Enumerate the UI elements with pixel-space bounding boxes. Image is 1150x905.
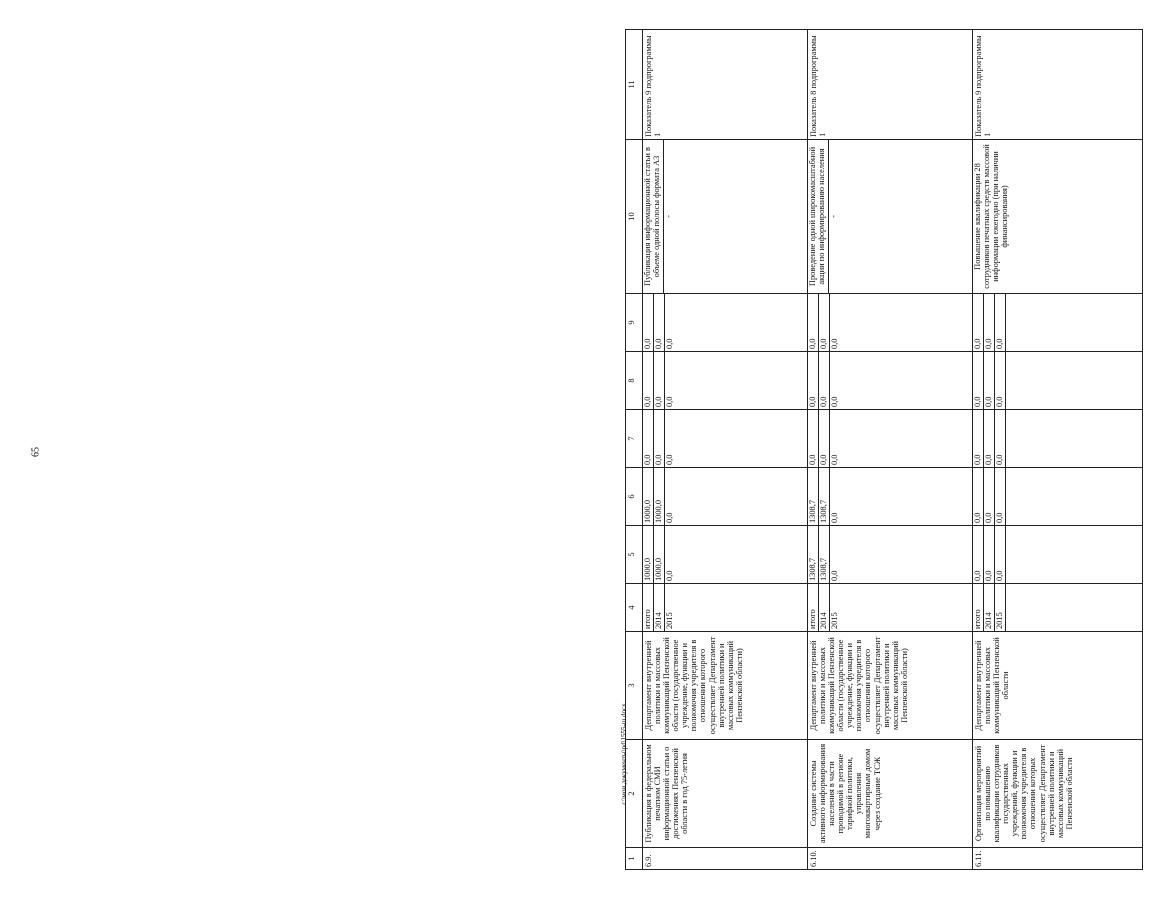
- value-cell: [808, 468, 973, 526]
- col-header: 8: [626, 352, 643, 410]
- value: 0,0: [973, 468, 984, 525]
- indicator: Показатель 9 подпрограммы 1: [973, 30, 1143, 140]
- col-header: 5: [626, 526, 643, 584]
- executor: Департамент внутренней политики и массовых коммуникаций Пензенской области (государственное учреждение, функции и полномочия учредителя в отношении которого осуществляет Департамент внутренней политики и массовых коммуникаций Пензенской области): [643, 632, 808, 740]
- value-cell: [643, 526, 808, 584]
- period-cell: [973, 584, 1143, 632]
- row-number: 6.10.: [808, 848, 973, 870]
- executor: Департамент внутренней политики и массовых коммуникаций Пензенской области (государственное учреждение, функции и полномочия учредителя в отношении которого осуществляет Департамент внутренней политики и массовых коммуникаций Пензенской области): [808, 632, 973, 740]
- value-cell: [643, 410, 808, 468]
- value: 0,0: [643, 294, 654, 351]
- value-cell: [808, 526, 973, 584]
- value: 0,0: [643, 410, 654, 467]
- value: 0,0: [830, 454, 839, 465]
- col-header: 2: [626, 740, 643, 848]
- period: 2014: [984, 584, 995, 631]
- value-cell: [973, 526, 1143, 584]
- value: 0,0: [973, 294, 984, 351]
- value: 0,0: [665, 454, 674, 465]
- col-header: 10: [626, 140, 643, 294]
- period-cell: [643, 584, 808, 632]
- value: 0,0: [819, 410, 830, 467]
- header-row: [626, 30, 643, 870]
- value: 1000,0: [654, 526, 665, 583]
- value: 0,0: [654, 352, 665, 409]
- col-header: 4: [626, 584, 643, 632]
- value: 0,0: [995, 352, 1006, 409]
- period: 2015: [995, 584, 1006, 631]
- result-cell: [643, 140, 808, 294]
- value-cell: [808, 410, 973, 468]
- indicator: Показатель 9 подпрограммы 1: [643, 30, 808, 140]
- period: итого: [973, 584, 984, 631]
- value: 0,0: [973, 526, 984, 583]
- program-table: [625, 29, 1143, 870]
- table-row: [973, 30, 1143, 870]
- row-number: 6.11.: [973, 848, 1143, 870]
- value-cell: [973, 352, 1143, 410]
- value: 0,0: [995, 468, 1006, 525]
- value: 0,0: [808, 352, 819, 409]
- value: 0,0: [973, 410, 984, 467]
- value: 0,0: [830, 512, 839, 523]
- value: 0,0: [995, 294, 1006, 351]
- period: 2014: [654, 584, 665, 631]
- value: 0,0: [984, 352, 995, 409]
- value: 0,0: [654, 410, 665, 467]
- value: 0,0: [665, 396, 674, 407]
- result-cell: [808, 140, 973, 294]
- value: 0,0: [984, 526, 995, 583]
- page-number: 65: [30, 447, 42, 457]
- table-row: [643, 30, 808, 870]
- value: 0,0: [654, 294, 665, 351]
- value: 1000,0: [643, 468, 654, 525]
- col-header: 7: [626, 410, 643, 468]
- executor: Департамент внутренней политики и массовых коммуникаций Пензенской области: [973, 632, 1143, 740]
- value: 0,0: [995, 526, 1006, 583]
- period: 2015: [830, 612, 839, 629]
- result: Повышение квалификации 28 сотрудников печатных средств массовой информации ежегодно (при наличии финансирования): [973, 144, 1010, 289]
- result-cell: [973, 140, 1143, 294]
- period-cell: [808, 584, 973, 632]
- value: 0,0: [808, 294, 819, 351]
- value: 0,0: [665, 512, 674, 523]
- value: 0,0: [984, 410, 995, 467]
- value: 0,0: [830, 396, 839, 407]
- measure-name: Организация мероприятий по повышению квалификации сотрудников государственных учреждений, функции и полномочия учредителя в отношении которых осуществляет Департамент внутренней политики и массовых коммуникаций Пензенской области: [973, 740, 1143, 848]
- rotated-table-sheet: [625, 30, 1150, 870]
- measure-name: Публикация в федеральном печатном СМИ информационной статьи о достижениях Пензенской области в год 75-летия: [643, 740, 808, 848]
- result-2015: -: [664, 215, 673, 218]
- value-cell: [643, 352, 808, 410]
- result-2015: -: [829, 215, 838, 218]
- value: 0,0: [665, 570, 674, 581]
- value: 0,0: [643, 352, 654, 409]
- period: 2014: [819, 584, 830, 631]
- value-cell: [808, 294, 973, 352]
- value: 1308,7: [808, 468, 819, 525]
- measure-name: Создание системы активного информирования населения в части проводимой в регионе тарифной политики, управления многоквартирным домом через создание ТСЖ: [808, 740, 973, 848]
- value: 1000,0: [654, 468, 665, 525]
- value: 0,0: [665, 338, 674, 349]
- value: 1000,0: [643, 526, 654, 583]
- value-cell: [643, 468, 808, 526]
- indicator: Показатель 8 подпрограммы 1: [808, 30, 973, 140]
- value-cell: [643, 294, 808, 352]
- period: итого: [808, 584, 819, 631]
- result: Проведение одной широкомасштабной акции по информированию населения: [808, 140, 829, 293]
- value-cell: [808, 352, 973, 410]
- value: 0,0: [995, 410, 1006, 467]
- row-number: 6.9.: [643, 848, 808, 870]
- col-header: 1: [626, 848, 643, 870]
- value: 0,0: [819, 352, 830, 409]
- period: итого: [643, 584, 654, 631]
- value: 1308,7: [808, 526, 819, 583]
- value-cell: [973, 294, 1143, 352]
- value: 0,0: [973, 352, 984, 409]
- col-header: 11: [626, 30, 643, 140]
- value: 0,0: [808, 410, 819, 467]
- value: 0,0: [984, 468, 995, 525]
- value: 0,0: [819, 294, 830, 351]
- value: 1308,7: [819, 526, 830, 583]
- value: 0,0: [984, 294, 995, 351]
- period: 2015: [665, 612, 674, 629]
- value: 1308,7: [819, 468, 830, 525]
- value-cell: [973, 468, 1143, 526]
- value: 0,0: [830, 338, 839, 349]
- col-header: 6: [626, 468, 643, 526]
- table-row: [808, 30, 973, 870]
- footer-file-path: c:\мои документы\pd\1555-ш.docx: [620, 703, 628, 805]
- col-header: 9: [626, 294, 643, 352]
- result: Публикация информационной статьи в объеме одной полосы формата А3: [643, 140, 664, 293]
- value: 0,0: [830, 570, 839, 581]
- value-cell: [973, 410, 1143, 468]
- col-header: 3: [626, 632, 643, 740]
